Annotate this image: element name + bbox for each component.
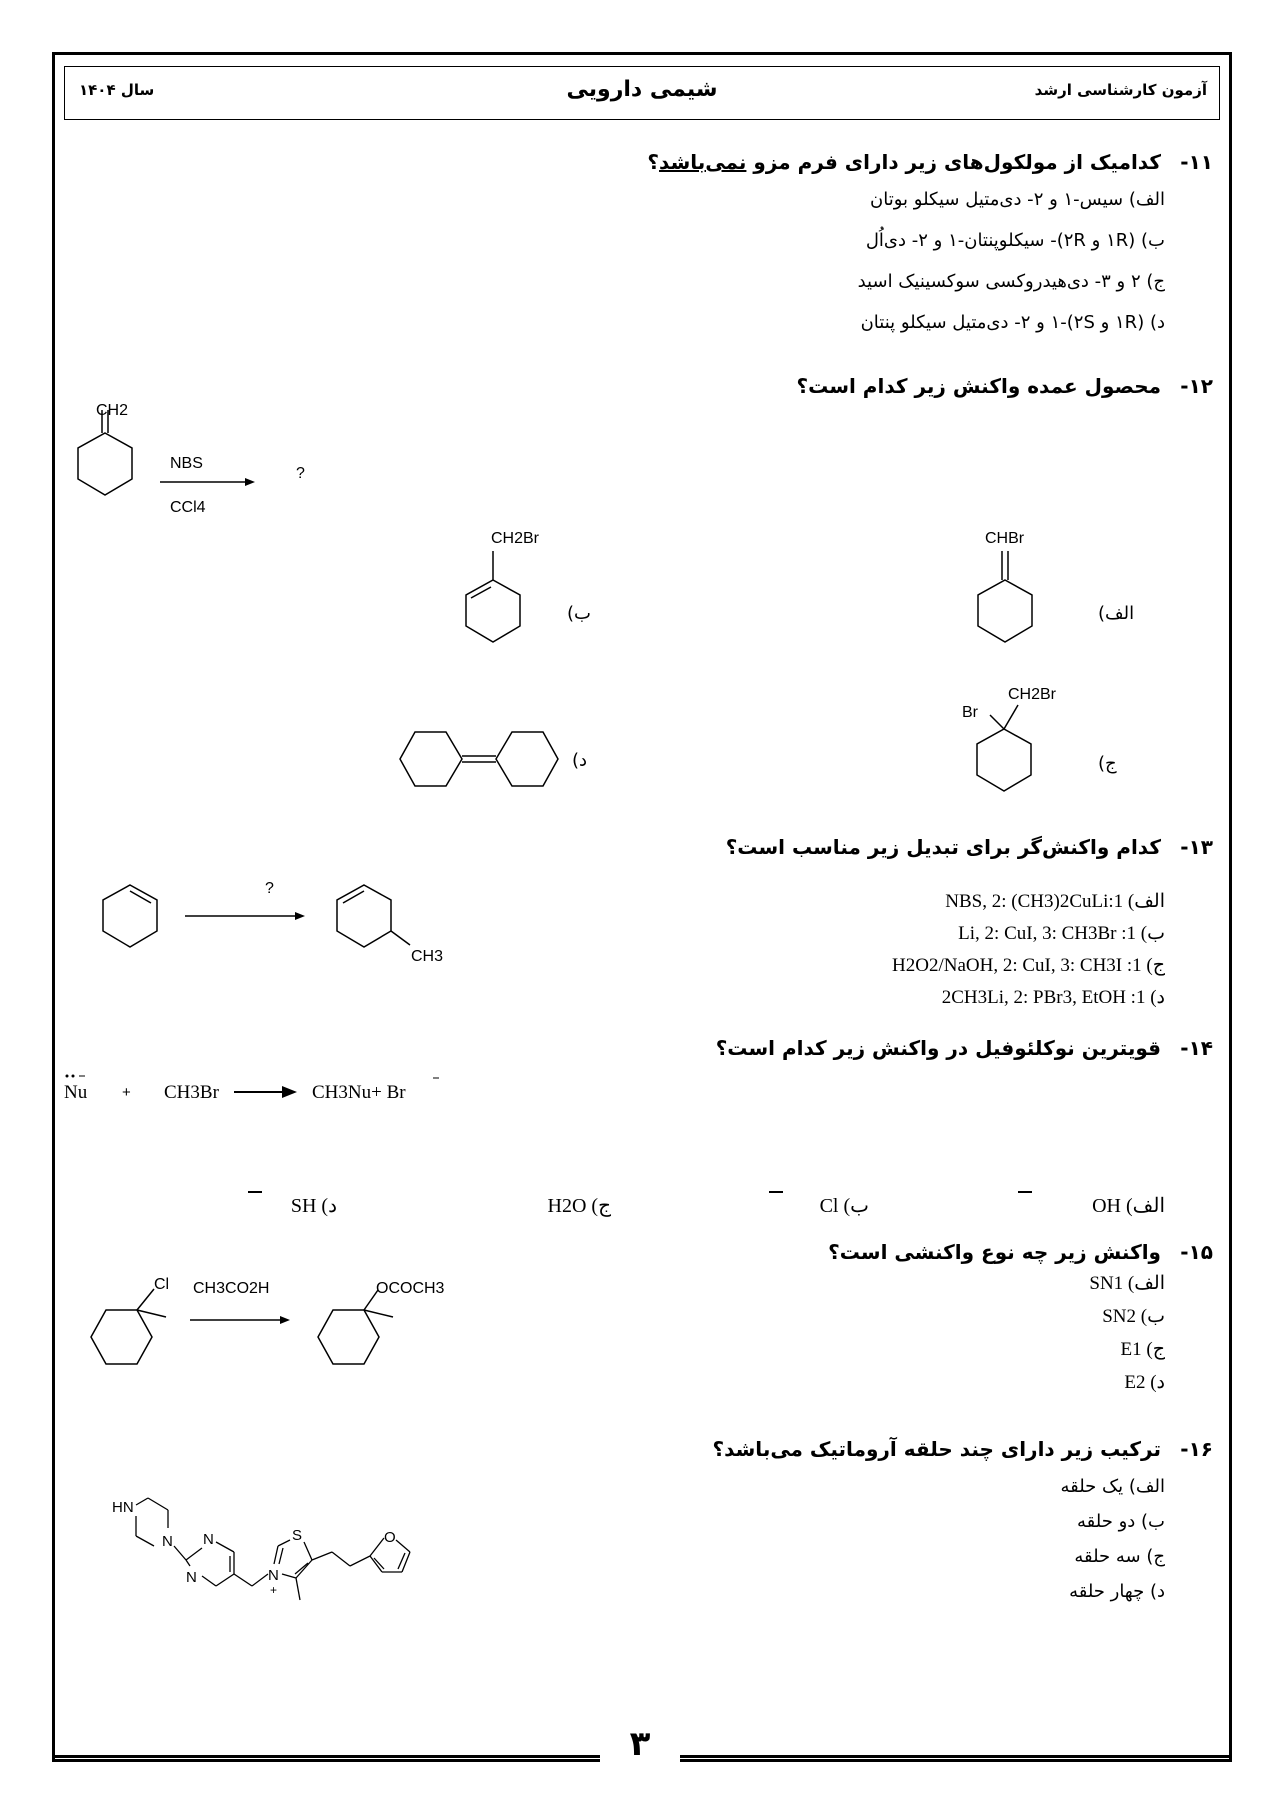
question-15: ۱۵-واکنش زیر چه نوع واکنشی است؟ — [828, 1240, 1213, 1264]
q13-option-b: ب) 1: Li, 2: CuI, 3: CH3Br — [958, 923, 1165, 944]
q16-option-a: الف) یک حلقه — [1060, 1476, 1165, 1497]
n-pyrimidine-2: N — [186, 1569, 197, 1586]
q15-option-a: الف) SN1 — [1089, 1273, 1165, 1294]
q11-option-d: د) (۱R و ۲S)-۱ و ۲- دی‌متیل سیکلو پنتان — [860, 312, 1165, 333]
q14-charge-d — [248, 1191, 262, 1193]
q11-option-a: الف) سیس-۱ و ۲- دی‌متیل سیکلو بوتان — [870, 189, 1165, 210]
q16-option-c: ج) سه حلقه — [1074, 1546, 1165, 1567]
reagent-nbs: NBS — [170, 455, 203, 472]
question-13: ۱۳-کدام واکنش‌گر برای تبدیل زیر مناسب است؟ — [725, 835, 1213, 859]
acetoxy-group: OCOCH3 — [376, 1280, 445, 1297]
q12-option-b-structure — [433, 525, 553, 660]
s-atom: S — [292, 1527, 303, 1544]
hn-atom: HN — [112, 1499, 134, 1516]
n-piperazine: N — [162, 1533, 173, 1550]
question-16: ۱۶-ترکیب زیر دارای چند حلقه آروماتیک می‌باشد؟ — [712, 1437, 1213, 1461]
q11-option-c: ج) ۲ و ۳- دی‌هیدروکسی سوکسینیک اسید — [857, 271, 1165, 292]
n-thiazolium: N — [268, 1567, 279, 1584]
q12-label-c: ج) — [1098, 753, 1117, 774]
q15-option-c: ج) E1 — [1120, 1339, 1165, 1360]
q14-charge-b — [769, 1191, 783, 1193]
reagent-acetic-acid: CH3CO2H — [193, 1280, 270, 1297]
q12-label-b: ب) — [567, 603, 591, 624]
n-pyrimidine-1: N — [203, 1531, 214, 1548]
page-header — [64, 66, 1220, 120]
ch2br-group-c: CH2Br — [1008, 686, 1057, 703]
chbr-group: CHBr — [985, 530, 1025, 547]
br-atom: Br — [962, 704, 978, 721]
q15-option-b: ب) SN2 — [1102, 1306, 1165, 1327]
unknown-product: ? — [296, 465, 305, 482]
q12-option-c-structure — [960, 675, 1080, 805]
q14-option-c: ج) H2O — [547, 1195, 611, 1217]
subject-title: شیمی دارویی — [566, 77, 718, 102]
q15-reaction-scheme — [80, 1265, 500, 1395]
products: CH3Nu+ Br — [312, 1082, 406, 1103]
ch2-group: CH2 — [96, 402, 129, 419]
q14-equation — [62, 1064, 462, 1114]
page-number: ۳ — [600, 1724, 680, 1764]
q16-option-d: د) چهار حلقه — [1069, 1581, 1165, 1602]
exam-title: آزمون کارشناسی ارشد — [1034, 81, 1207, 99]
q14-charge-a — [1018, 1191, 1032, 1193]
reagent-ccl4: CCl4 — [170, 499, 206, 516]
question-12: ۱۲-محصول عمده واکنش زیر کدام است؟ — [796, 374, 1213, 398]
q14-option-b: ب) Cl — [819, 1195, 869, 1217]
chloro-group: Cl — [154, 1276, 170, 1293]
ch2br-group: CH2Br — [491, 530, 540, 547]
exam-year: سال ۱۴۰۴ — [79, 81, 155, 99]
q14-option-d: د) SH — [290, 1195, 337, 1217]
q13-option-c: ج) 1: H2O2/NaOH, 2: CuI, 3: CH3I — [892, 955, 1165, 976]
reactant: CH3Br — [164, 1082, 219, 1103]
positive-charge: + — [270, 1583, 278, 1597]
q13-ch3: CH3 — [411, 948, 444, 965]
q12-option-a-structure — [975, 525, 1065, 660]
q12-reaction-scheme — [60, 400, 390, 535]
q13-unknown: ? — [265, 880, 274, 897]
q12-label-a: الف) — [1098, 603, 1135, 624]
q13-reaction-scheme — [85, 875, 465, 975]
question-14: ۱۴-قویترین نوکلئوفیل در واکنش زیر کدام است؟ — [715, 1036, 1213, 1060]
q16-option-b: ب) دو حلقه — [1077, 1511, 1165, 1532]
q15-option-d: د) E2 — [1124, 1372, 1165, 1393]
q13-option-a: الف) 1:NBS, 2: (CH3)2CuLi — [945, 891, 1165, 912]
q12-option-d-structure — [395, 716, 595, 806]
q16-compound-structure — [100, 1470, 520, 1660]
o-atom: O — [384, 1529, 396, 1546]
nucleophile: Nu — [64, 1082, 88, 1103]
q13-option-d: د) 1: 2CH3Li, 2: PBr3, EtOH — [941, 987, 1165, 1008]
q12-label-d: د) — [572, 750, 588, 771]
question-11: ۱۱-کدامیک از مولکول‌های زیر دارای فرم مزو نمی‌باشد؟ — [647, 150, 1213, 174]
q14-option-a: الف) OH — [1092, 1195, 1165, 1217]
q11-option-b: ب) (۱R و ۲R)- سیکلوپنتان-۱ و ۲- دی‌اُل — [865, 230, 1165, 251]
plus-sign: + — [122, 1084, 131, 1101]
